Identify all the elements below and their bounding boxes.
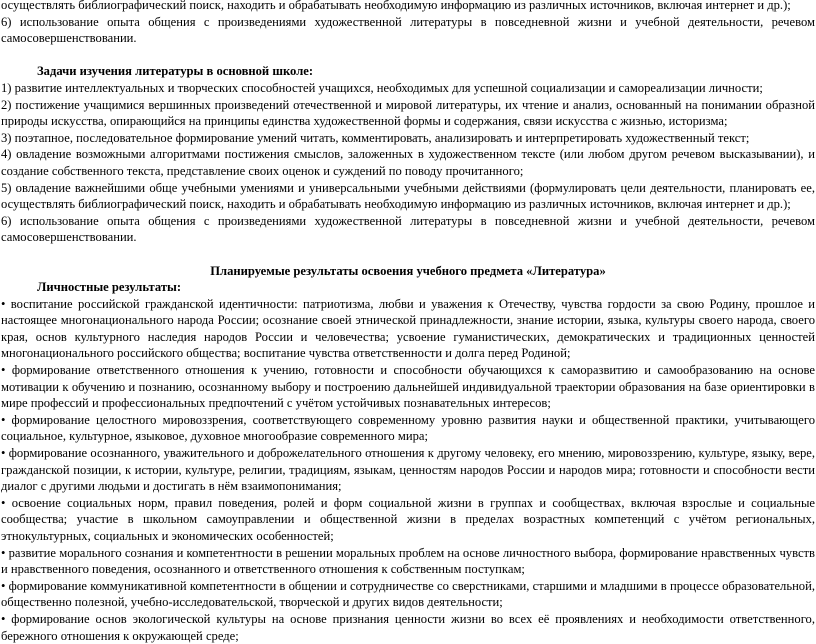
task-item-3: 3) поэтапное, последовательное формирование умений читать, комментировать, анализировать и интерпретировать художественный текст; — [1, 130, 750, 145]
spacer — [0, 47, 816, 64]
task-item-1: 1) развитие интеллектуальных и творческих способностей учащихся, необходимых для успешной социализации и самореализации личности; — [1, 80, 763, 95]
result-item-7: • формирование коммуникативной компетентности в общении и сотрудничестве со сверстниками, старшими и младшими в процессе образовательной, общественно полезной, учебно-исследовательской, творческой и других видов деятельности; — [1, 578, 815, 610]
result-item-4: • формирование осознанного, уважительного и доброжелательного отношения к другому человеку, его мнению, мировоззрению, культуре, языку, вере, гражданской позиции, к истории, культуре, религии, традициям, языкам, ценностям народов России и народов мира; готовности и способности вести диалог с другими людьми и достигать в нём взаимопонимания; — [1, 446, 815, 494]
result-item-8: • формирование основ экологической культуры на основе признания ценности жизни во всех её проявлениях и необходимости ответственного, бережного отношения к окружающей среде; — [1, 611, 815, 643]
planned-results-title: Планируемые результаты освоения учебного предмета «Литература» — [210, 263, 606, 278]
task-item-2: 2) постижение учащимися вершинных произведений отечественной и мировой литературы, их чтение и анализ, основанный на понимании образной природы искусства, опирающийся на принципы единства художественной формы и содержания, связи искусства с жизнью, историзма; — [1, 97, 815, 129]
top-paragraph-1: осуществлять библиографический поиск, находить и обрабатывать необходимую информацию из различных источников, включая интернет и др.); — [1, 0, 791, 12]
tasks-heading: Задачи изучения литературы в основной школе: — [37, 64, 314, 79]
result-item-5: • освоение социальных норм, правил поведения, ролей и форм социальной жизни в группах и сообществах, включая взрослые и социальные сообщества; участие в школьном самоуправлении и общественной жизни в пределах возрастных компетенций с учётом региональных, этнокультурных, социальных и экономических особенностей; — [1, 495, 815, 543]
result-item-6: • развитие морального сознания и компетентности в решении моральных проблем на основе личностного выбора, формирование нравственных чувств и нравственного поведения, осознанного и ответственного отношения к собственным поступкам; — [1, 545, 815, 577]
result-item-3: • формирование целостного мировоззрения, соответствующего современному уровню развития науки и общественной практики, учитывающего социальное, культурное, языковое, духовное многообразие современного мира; — [1, 412, 815, 444]
task-item-4: 4) овладение возможными алгоритмами постижения смыслов, заложенных в художественном тексте (или любом другом речевом высказывании), и создание собственного текста, представление своих оценок и суждений по поводу прочитанного; — [1, 147, 815, 178]
task-item-5: 5) овладение важнейшими обще учебными умениями и универсальными учебными действиями (формулировать цели деятельности, планировать ее, осуществлять библиографический поиск, находить и обрабатывать необходимую информацию из различных источников, включая интернет и др.); — [1, 180, 815, 212]
task-item-6: 6) использование опыта общения с произведениями художественной литературы в повседневной жизни и учебной деятельности, речевом самосовершенствовании. — [1, 213, 815, 245]
result-item-1: • воспитание российской гражданской идентичности: патриотизма, любви и уважения к Отечеству, чувства гордости за свою Родину, прошлое и настоящее многонационального народа России; осознание своей этнической принадлежности, знание истории, языка, культуры своего народа, своего края, основ культурного наследия народов России и человечества; усвоение гуманистических, демократических и традиционных ценностей многонационального российского общества; воспитание чувства ответственности и долга перед Родиной; — [1, 296, 815, 361]
top-paragraph-2: 6) использование опыта общения с произведениями художественной литературы в повседневной жизни и учебной деятельности, речевом самосовершенствовании. — [1, 14, 815, 46]
personal-results-heading: Личностные результаты: — [37, 280, 182, 295]
result-item-2: • формирование ответственного отношения к учению, готовности и способности обучающихся к саморазвитию и самообразованию на основе мотивации к обучению и познанию, осознанному выбору и построению дальнейшей индивидуальной траектории образования на базе ориентировки в мире профессий и профессиональных предпочтений с учётом устойчивых познавательных интересов; — [1, 363, 815, 411]
spacer — [0, 246, 816, 263]
